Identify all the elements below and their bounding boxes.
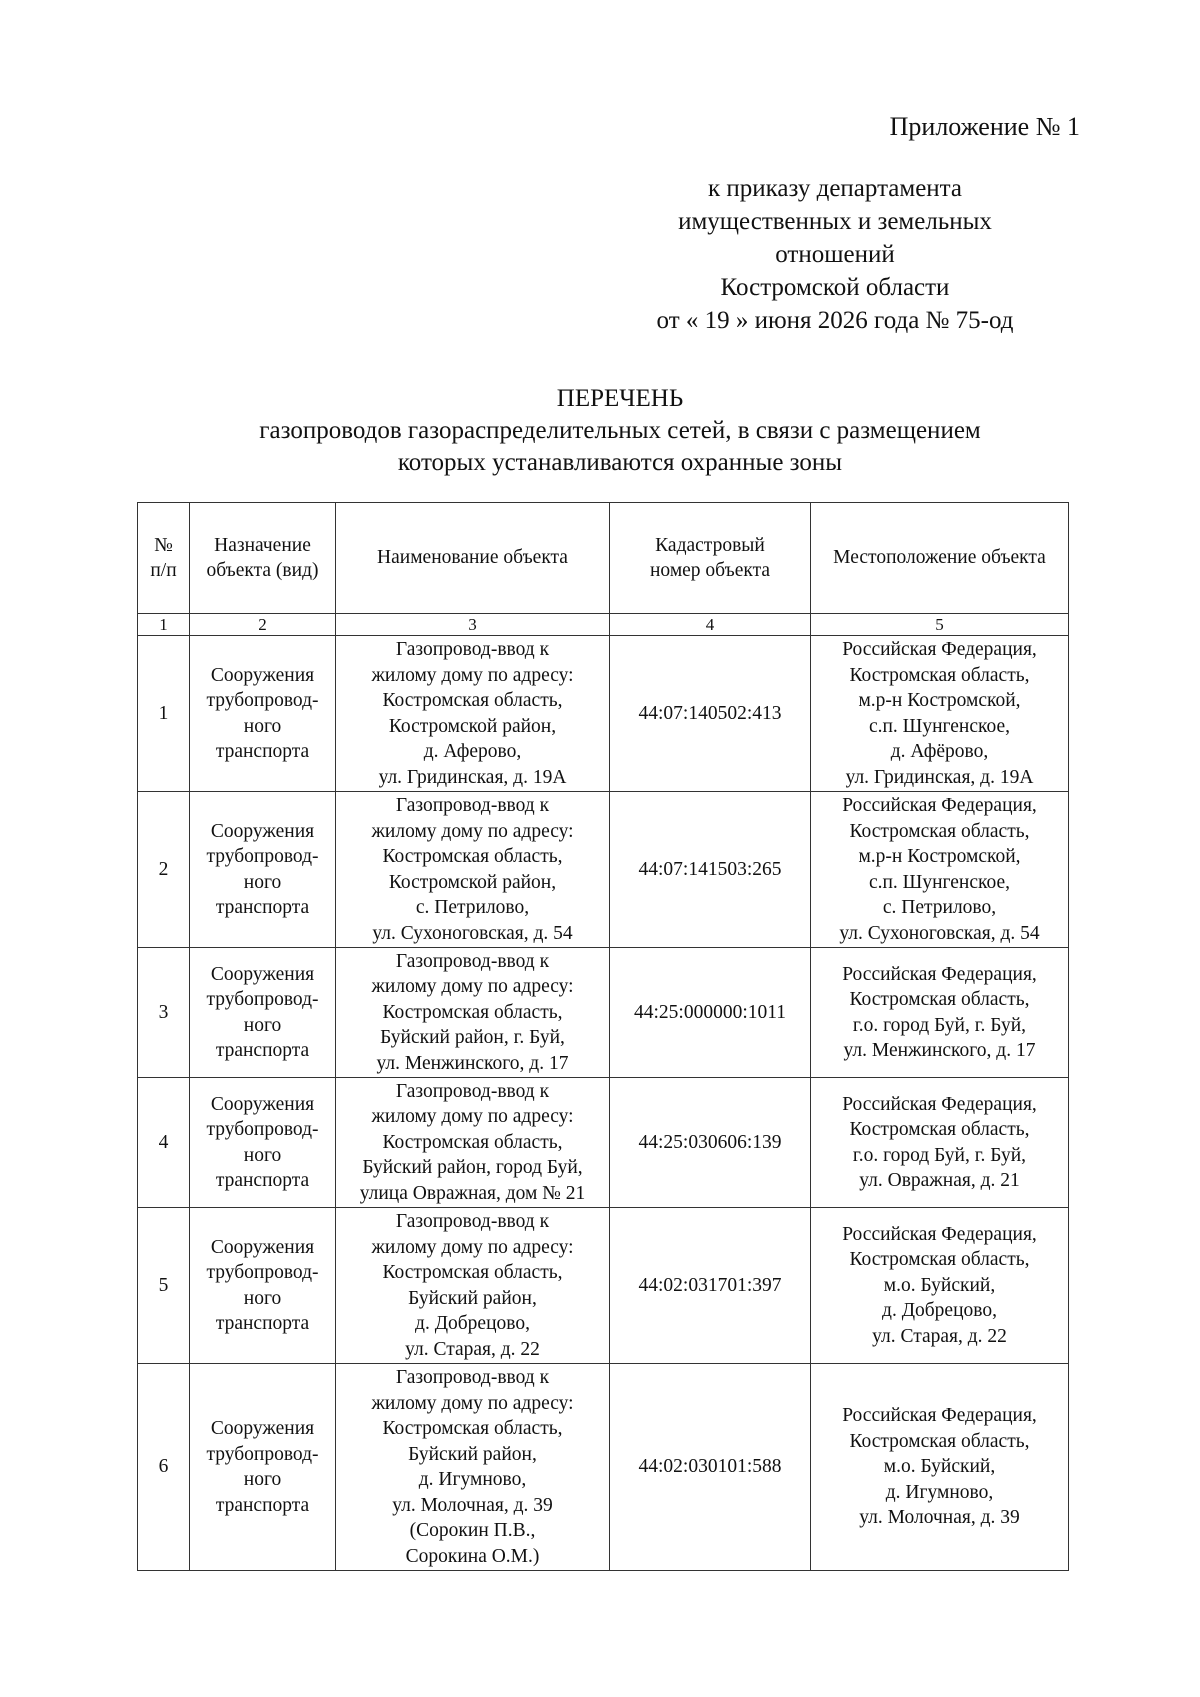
- header-col-name: [336, 503, 610, 614]
- name-line: Газопровод-ввод к: [395, 1211, 550, 1232]
- document-title: [0, 383, 1200, 479]
- object-purpose: [190, 792, 336, 948]
- name-line: улица Овражная, дом № 21: [359, 1182, 586, 1204]
- table-row: [138, 1364, 1069, 1571]
- location-line: г.о. город Буй, г. Буй,: [852, 1144, 1027, 1166]
- name-line: Сорокина О.М.): [405, 1545, 540, 1567]
- appendix-label: Приложение № 1: [889, 112, 1080, 141]
- title-line: которых устанавливаются охранные зоны: [397, 449, 843, 476]
- location-line: д. Афёрово,: [890, 741, 989, 762]
- object-purpose: [190, 1078, 336, 1208]
- order-date-number: от « 19 » июня 2026 года № 75-од: [656, 307, 1014, 334]
- name-line: Костромской район,: [388, 871, 557, 893]
- object-name: [336, 1364, 610, 1571]
- name-line: ул. Гридинская, д. 19А: [378, 766, 567, 788]
- location-line: Костромская область,: [849, 664, 1030, 686]
- purpose-line: ного: [243, 1144, 282, 1166]
- purpose-line: Сооружения: [210, 1236, 315, 1258]
- location-line: м.р-н Костромской,: [858, 690, 1021, 711]
- location-line: ул. Овражная, д. 21: [859, 1170, 1020, 1191]
- name-line: Газопровод-ввод к: [395, 1367, 550, 1388]
- name-line: ул. Старая, д. 22: [405, 1338, 540, 1360]
- name-line: Буйский район,: [408, 1443, 537, 1465]
- gas-pipeline-table: [137, 502, 1069, 1571]
- row-number: 4: [138, 1078, 190, 1208]
- object-location: [811, 636, 1069, 792]
- row-number: 5: [138, 1208, 190, 1364]
- location-line: с. Петрилово,: [882, 897, 997, 918]
- name-line: Костромская область,: [382, 1262, 563, 1283]
- object-name: [336, 1078, 610, 1208]
- cadastral-number: 44:02:030101:588: [610, 1364, 811, 1571]
- header-col-cadastral: [610, 503, 811, 614]
- purpose-line: транспорта: [215, 1040, 310, 1061]
- name-line: жилому дому по адресу:: [371, 1106, 574, 1128]
- location-line: Российская Федерация,: [842, 795, 1037, 816]
- name-line: Костромской район,: [388, 715, 557, 737]
- row-number: 6: [138, 1364, 190, 1571]
- table-header-row: [138, 503, 1069, 614]
- column-number: 3: [336, 614, 610, 636]
- header-text: объекта (вид): [206, 560, 319, 581]
- name-line: Газопровод-ввод к: [395, 795, 550, 816]
- location-line: Российская Федерация,: [842, 639, 1037, 660]
- purpose-line: трубопровод-: [206, 1262, 319, 1283]
- object-name: [336, 948, 610, 1078]
- purpose-line: Сооружения: [210, 820, 315, 842]
- name-line: жилому дому по адресу:: [371, 664, 574, 686]
- location-line: Российская Федерация,: [842, 963, 1037, 985]
- purpose-line: ного: [243, 1469, 282, 1490]
- location-line: ул. Старая, д. 22: [872, 1325, 1007, 1347]
- location-line: Костромская область,: [849, 1249, 1030, 1271]
- order-line: к приказу департамента: [707, 175, 963, 202]
- title-line: газопроводов газораспределительных сетей, в связи с размещением: [259, 417, 981, 444]
- name-line: Костромская область,: [382, 1131, 563, 1153]
- location-line: Российская Федерация,: [842, 1405, 1037, 1427]
- name-line: (Сорокин П.В.,: [409, 1520, 536, 1541]
- purpose-line: транспорта: [215, 1494, 310, 1516]
- name-line: с. Петрилово,: [415, 897, 530, 918]
- name-line: Буйский район, город Буй,: [362, 1157, 583, 1179]
- table-row: [138, 1208, 1069, 1364]
- object-name: [336, 792, 610, 948]
- purpose-line: Сооружения: [210, 1418, 315, 1439]
- column-number: 4: [610, 614, 811, 636]
- purpose-line: Сооружения: [210, 1093, 315, 1115]
- name-line: жилому дому по адресу:: [371, 1392, 574, 1414]
- name-line: Костромская область,: [382, 1418, 563, 1439]
- location-line: Российская Федерация,: [842, 1223, 1037, 1245]
- purpose-line: трубопровод-: [206, 989, 319, 1010]
- purpose-line: трубопровод-: [206, 846, 319, 867]
- name-line: Костромская область,: [382, 846, 563, 867]
- location-line: Костромская область,: [849, 989, 1030, 1010]
- column-number-row: [138, 614, 1069, 636]
- table-row: [138, 948, 1069, 1078]
- row-number: 2: [138, 792, 190, 948]
- name-line: д. Добрецово,: [415, 1313, 530, 1334]
- purpose-line: транспорта: [215, 1313, 310, 1334]
- name-line: Костромская область,: [382, 1001, 563, 1023]
- purpose-line: Сооружения: [210, 963, 315, 985]
- object-purpose: [190, 1208, 336, 1364]
- name-line: Буйский район, г. Буй,: [380, 1027, 565, 1049]
- name-line: ул. Молочная, д. 39: [392, 1494, 553, 1516]
- location-line: д. Добрецово,: [882, 1300, 997, 1322]
- purpose-line: ного: [243, 1014, 282, 1036]
- header-text: Кадастровый: [655, 534, 765, 556]
- location-line: Костромская область,: [849, 1119, 1030, 1140]
- column-number: 1: [138, 614, 190, 636]
- object-name: [336, 1208, 610, 1364]
- purpose-line: Сооружения: [210, 664, 315, 686]
- location-line: Костромская область,: [849, 820, 1030, 842]
- location-line: ул. Гридинская, д. 19А: [845, 766, 1034, 788]
- location-line: Костромская область,: [849, 1430, 1030, 1452]
- purpose-line: трубопровод-: [206, 690, 319, 711]
- purpose-line: ного: [243, 871, 282, 893]
- object-purpose: [190, 1364, 336, 1571]
- purpose-line: трубопровод-: [206, 1119, 319, 1140]
- object-purpose: [190, 636, 336, 792]
- header-col-location: [811, 503, 1069, 614]
- location-line: д. Игумново,: [885, 1481, 994, 1503]
- purpose-line: транспорта: [215, 741, 310, 762]
- location-line: г.о. город Буй, г. Буй,: [852, 1014, 1027, 1036]
- title-heading: ПЕРЕЧЕНЬ: [556, 385, 684, 412]
- column-number: 5: [811, 614, 1069, 636]
- purpose-line: ного: [243, 715, 282, 737]
- location-line: м.о. Буйский,: [883, 1456, 996, 1478]
- cadastral-number: 44:25:030606:139: [610, 1078, 811, 1208]
- location-line: м.о. Буйский,: [883, 1274, 996, 1296]
- location-line: с.п. Шунгенское,: [868, 715, 1011, 737]
- name-line: жилому дому по адресу:: [371, 820, 574, 842]
- location-line: м.р-н Костромской,: [858, 846, 1021, 867]
- header-col-number: [138, 503, 190, 614]
- row-number: 1: [138, 636, 190, 792]
- name-line: Газопровод-ввод к: [395, 950, 550, 972]
- order-line: имущественных и земельных: [678, 208, 992, 235]
- location-line: Российская Федерация,: [842, 1093, 1037, 1115]
- name-line: ул. Менжинского, д. 17: [376, 1052, 569, 1074]
- column-number: 2: [190, 614, 336, 636]
- cadastral-number: 44:07:140502:413: [610, 636, 811, 792]
- location-line: ул. Менжинского, д. 17: [843, 1040, 1036, 1061]
- object-location: [811, 1078, 1069, 1208]
- name-line: д. Игумново,: [418, 1469, 527, 1490]
- row-number: 3: [138, 948, 190, 1078]
- table-row: [138, 636, 1069, 792]
- table-body: [138, 503, 1069, 1571]
- order-line: Костромской области: [720, 274, 950, 301]
- object-location: [811, 1364, 1069, 1571]
- purpose-line: ного: [243, 1287, 282, 1309]
- table-row: [138, 1078, 1069, 1208]
- object-location: [811, 792, 1069, 948]
- purpose-line: транспорта: [215, 897, 310, 918]
- header-text: Наименование объекта: [377, 547, 568, 569]
- header-text: Назначение: [214, 534, 311, 556]
- name-line: жилому дому по адресу:: [371, 1236, 574, 1258]
- location-line: с.п. Шунгенское,: [868, 871, 1011, 893]
- object-location: [811, 948, 1069, 1078]
- table-row: [138, 792, 1069, 948]
- location-line: ул. Молочная, д. 39: [859, 1507, 1020, 1529]
- name-line: д. Аферово,: [423, 741, 522, 762]
- header-col-purpose: [190, 503, 336, 614]
- cadastral-number: 44:07:141503:265: [610, 792, 811, 948]
- name-line: ул. Сухоноговская, д. 54: [372, 922, 573, 944]
- header-text: Местоположение объекта: [833, 547, 1046, 569]
- header-text: №: [154, 534, 173, 556]
- order-reference: [600, 172, 1070, 337]
- header-text: номер объекта: [650, 560, 770, 581]
- cadastral-number: 44:25:000000:1011: [610, 948, 811, 1078]
- name-line: Костромская область,: [382, 690, 563, 711]
- object-purpose: [190, 948, 336, 1078]
- object-name: [336, 636, 610, 792]
- header-text: п/п: [150, 560, 177, 581]
- purpose-line: транспорта: [215, 1170, 310, 1191]
- name-line: Газопровод-ввод к: [395, 639, 550, 660]
- name-line: жилому дому по адресу:: [371, 976, 574, 998]
- object-location: [811, 1208, 1069, 1364]
- purpose-line: трубопровод-: [206, 1443, 319, 1465]
- order-line: отношений: [775, 241, 895, 268]
- name-line: Буйский район,: [408, 1287, 537, 1309]
- cadastral-number: 44:02:031701:397: [610, 1208, 811, 1364]
- location-line: ул. Сухоноговская, д. 54: [839, 922, 1040, 944]
- name-line: Газопровод-ввод к: [395, 1080, 550, 1102]
